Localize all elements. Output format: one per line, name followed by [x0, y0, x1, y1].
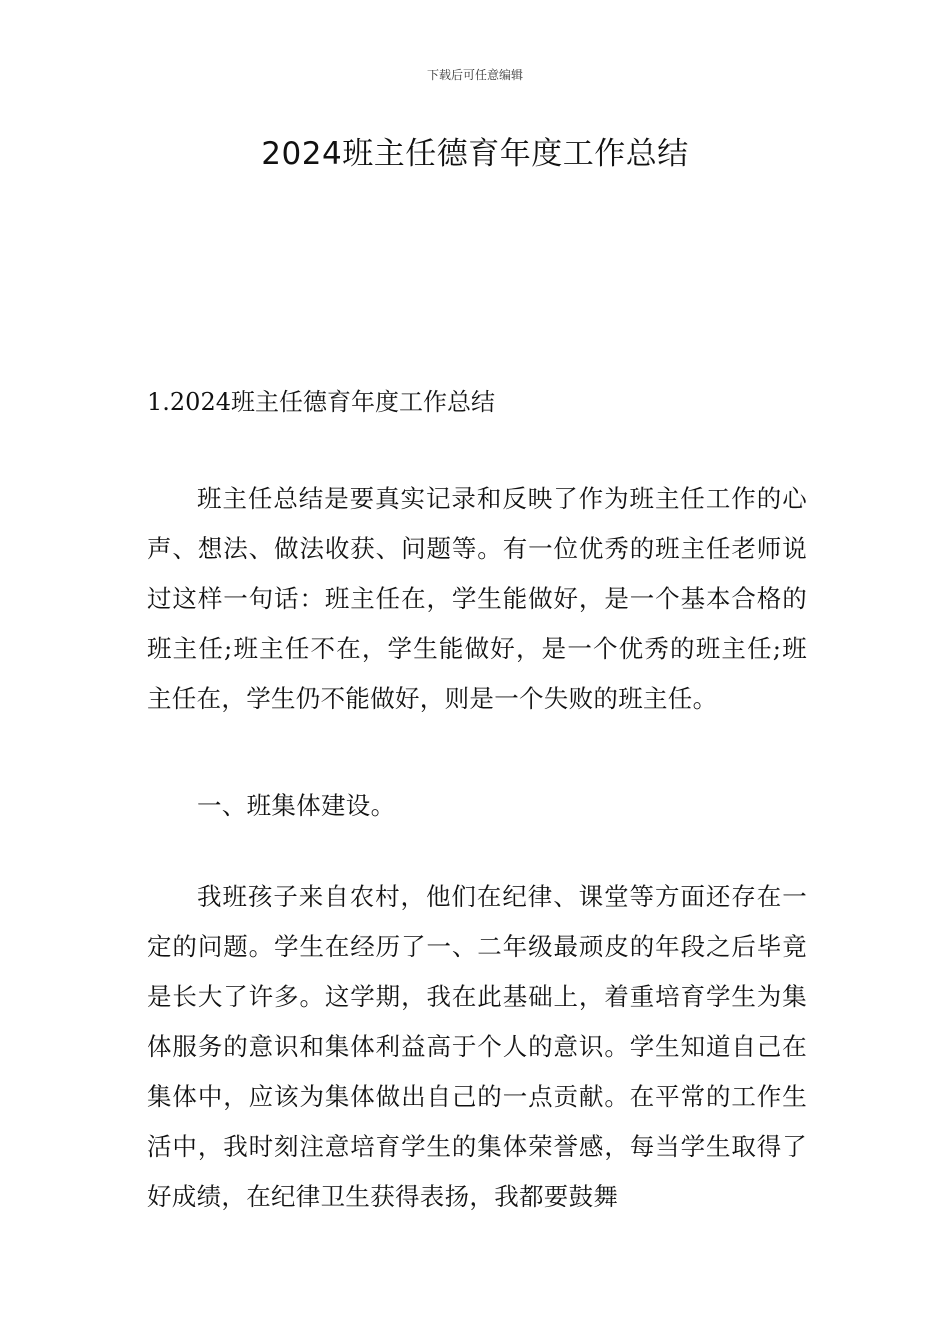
paragraph-intro: 班主任总结是要真实记录和反映了作为班主任工作的心声、想法、做法收获、问题等。有一位优秀的班主任老师说过这样一句话：班主任在，学生能做好，是一个基本合格的班主任;班主任不在，学生能做好，是一个优秀的班主任;班主任在，学生仍不能做好，则是一个失败的班主任。 [147, 484, 807, 713]
paragraph-subheading: 一、班集体建设。 [197, 791, 396, 820]
section-heading: 1.2024班主任德育年度工作总结 [147, 388, 495, 416]
document-title: 2024班主任德育年度工作总结 [261, 136, 689, 172]
paragraph-class-building: 我班孩子来自农村，他们在纪律、课堂等方面还存在一定的问题。学生在经历了一、二年级最顽皮的年段之后毕竟是长大了许多。这学期，我在此基础上，着重培育学生为集体服务的意识和集体利益高于个人的意识。学生知道自己在集体中，应该为集体做出自己的一点贡献。在平常的工作生活中，我时刻注意培育学生的集体荣誉感，每当学生取得了好成绩，在纪律卫生获得表扬，我都要鼓舞 [147, 882, 807, 1211]
header-note: 下载后可任意编辑 [426, 68, 523, 82]
